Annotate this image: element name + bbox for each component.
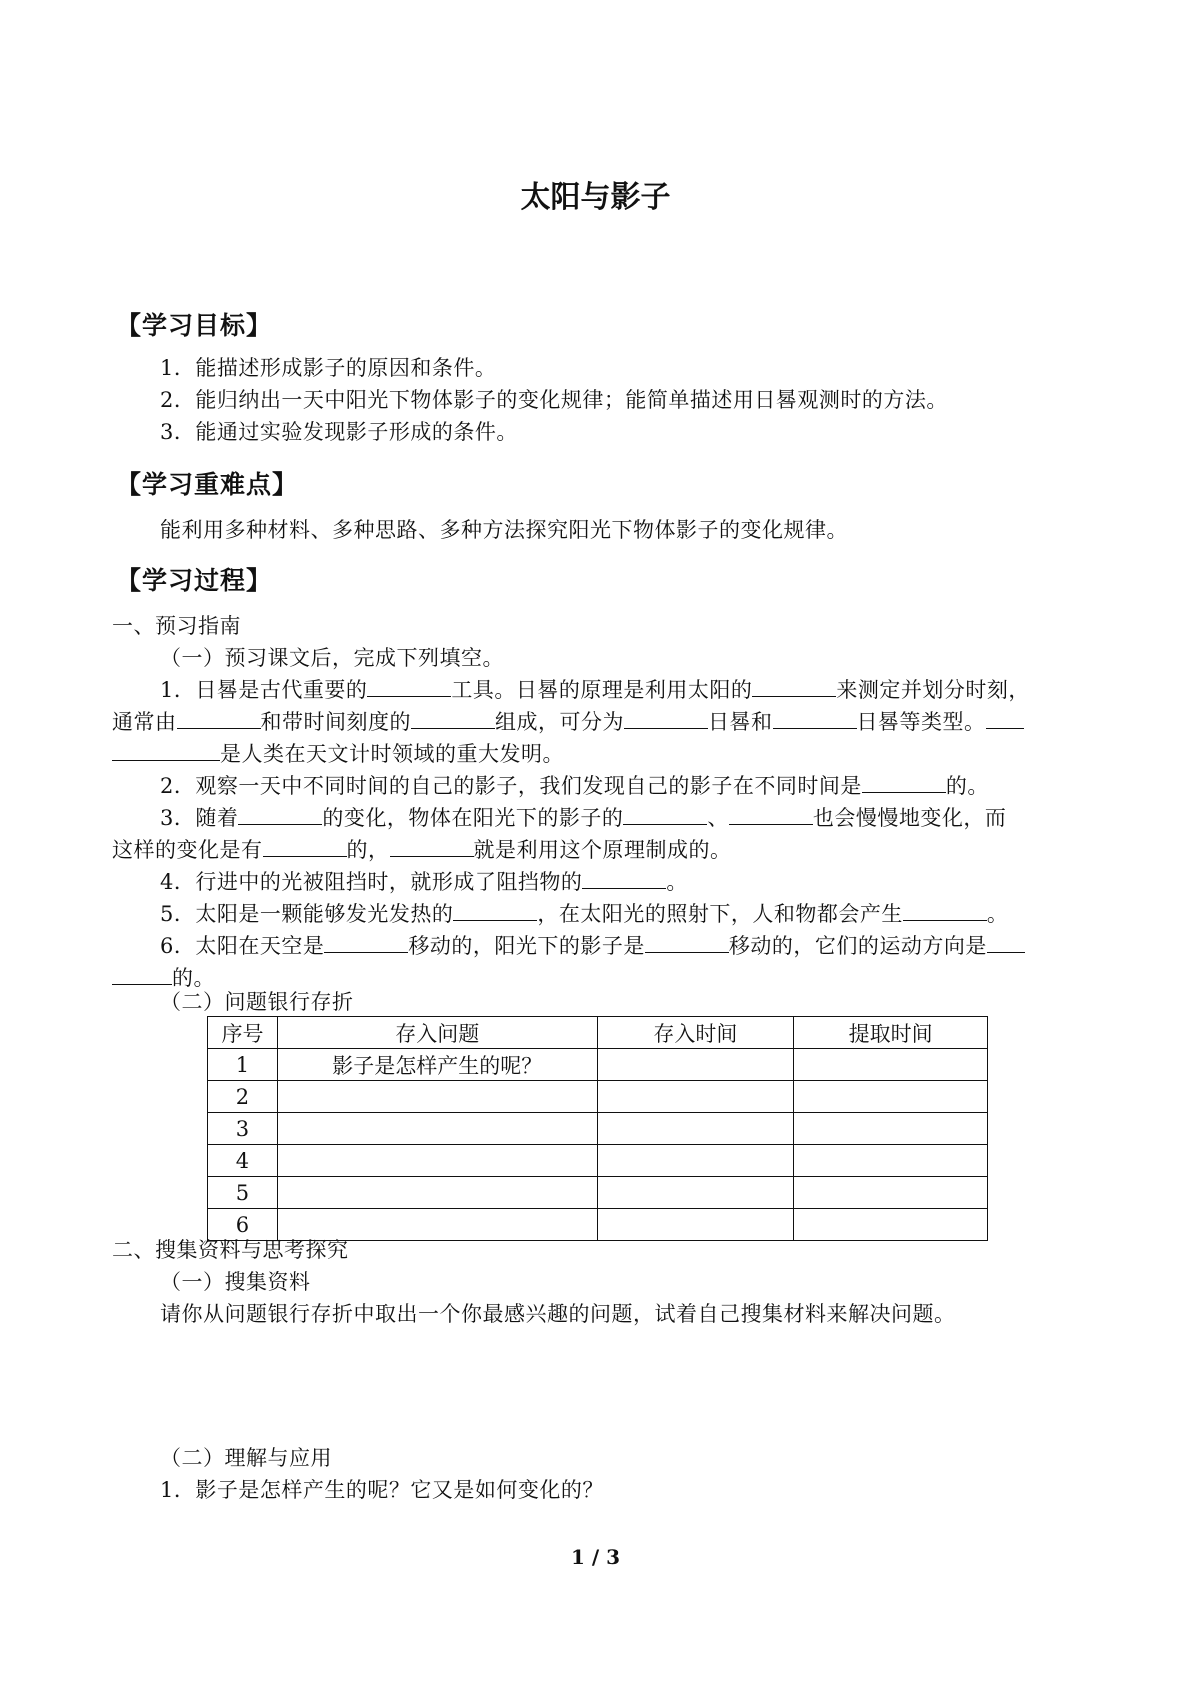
question-4: 4．行进中的光被阻挡时，就形成了阻挡物的 。	[160, 866, 688, 898]
question-3-line-2: 这样的变化是有 的， 就是利用这个原理制成的。	[112, 834, 732, 866]
goal-item: 3．能通过实验发现影子形成的条件。	[160, 420, 518, 444]
keypoints-text: 能利用多种材料、多种思路、多种方法探究阳光下物体影子的变化规律。	[160, 518, 848, 542]
page-number: 1 / 3	[570, 1545, 621, 1569]
keypoints-heading: 【学习重难点】	[116, 470, 299, 499]
withdraw-time-cell[interactable]	[794, 1113, 988, 1145]
question-cell[interactable]: 影子是怎样产生的呢？	[277, 1049, 597, 1081]
preview-sub1: （一）预习课文后，完成下列填空。	[160, 646, 504, 670]
apply-question-1: 1．影子是怎样产生的呢？它又是如何变化的？	[160, 1478, 604, 1502]
fill-blank[interactable]	[773, 706, 857, 729]
fill-blank[interactable]	[624, 706, 708, 729]
deposit-time-cell[interactable]	[597, 1081, 794, 1113]
goal-item: 1．能描述形成影子的原因和条件。	[160, 356, 497, 380]
collect-sub1-text: 请你从问题银行存折中取出一个你最感兴趣的问题，试着自己搜集材料来解决问题。	[160, 1302, 956, 1326]
row-number: 1	[208, 1049, 278, 1081]
row-number: 5	[208, 1177, 278, 1209]
fill-blank[interactable]	[862, 770, 946, 793]
table-row	[208, 1049, 988, 1081]
withdraw-time-cell[interactable]	[794, 1145, 988, 1177]
question-1-line-1: 1．日晷是古代重要的 工具。日晷的原理是利用太阳的 来测定并划分时刻，	[160, 674, 1030, 706]
question-6-line-2: 的。	[112, 962, 215, 994]
fill-blank[interactable]	[986, 706, 1024, 729]
row-number: 3	[208, 1113, 278, 1145]
row-number: 2	[208, 1081, 278, 1113]
process-heading: 【学习过程】	[116, 566, 273, 595]
column-header: 存入时间	[597, 1017, 794, 1049]
collect-sub2: （二）理解与应用	[160, 1446, 332, 1470]
table-row	[208, 1113, 988, 1145]
page-title: 太阳与影子	[520, 180, 671, 215]
question-cell[interactable]	[277, 1081, 597, 1113]
row-number: 6	[208, 1209, 278, 1241]
fill-blank[interactable]	[623, 802, 707, 825]
preview-heading: 一、预习指南	[112, 614, 241, 638]
fill-blank[interactable]	[729, 802, 813, 825]
withdraw-time-cell[interactable]	[794, 1049, 988, 1081]
deposit-time-cell[interactable]	[597, 1145, 794, 1177]
collect-sub1: （一）搜集资料	[160, 1270, 311, 1294]
question-cell[interactable]	[277, 1177, 597, 1209]
preview-sub2: （二）问题银行存折	[160, 990, 354, 1014]
deposit-time-cell[interactable]	[597, 1209, 794, 1241]
question-2: 2．观察一天中不同时间的自己的影子，我们发现自己的影子在不同时间是 的。	[160, 770, 989, 802]
deposit-time-cell[interactable]	[597, 1177, 794, 1209]
question-1-line-3: 是人类在天文计时领域的重大发明。	[112, 738, 564, 770]
question-1-line-2: 通常由 和带时间刻度的 组成，可分为 日晷和 日晷等类型。	[112, 706, 1024, 738]
table-header-row	[208, 1017, 988, 1049]
fill-blank[interactable]	[112, 962, 172, 985]
fill-blank[interactable]	[112, 738, 220, 761]
question-5: 5．太阳是一颗能够发光发热的 ，在太阳光的照射下，人和物都会产生 。	[160, 898, 1008, 930]
column-header: 存入问题	[277, 1017, 597, 1049]
question-cell[interactable]	[277, 1113, 597, 1145]
fill-blank[interactable]	[752, 674, 836, 697]
fill-blank[interactable]	[367, 674, 451, 697]
collect-heading: 二、搜集资料与思考探究	[112, 1238, 349, 1262]
question-3-line-1: 3．随着 的变化，物体在阳光下的影子的 、 也会慢慢地变化，而	[160, 802, 1006, 834]
withdraw-time-cell[interactable]	[794, 1081, 988, 1113]
column-header: 提取时间	[794, 1017, 988, 1049]
fill-blank[interactable]	[263, 834, 347, 857]
deposit-time-cell[interactable]	[597, 1049, 794, 1081]
table-row	[208, 1177, 988, 1209]
fill-blank[interactable]	[390, 834, 474, 857]
fill-blank[interactable]	[987, 930, 1025, 953]
fill-blank[interactable]	[411, 706, 495, 729]
fill-blank[interactable]	[324, 930, 408, 953]
fill-blank[interactable]	[582, 866, 666, 889]
column-header: 序号	[208, 1017, 278, 1049]
question-bank-table	[207, 1016, 988, 1241]
question-6-line-1: 6．太阳在天空是 移动的，阳光下的影子是 移动的，它们的运动方向是	[160, 930, 1025, 962]
question-cell[interactable]	[277, 1145, 597, 1177]
fill-blank[interactable]	[903, 898, 987, 921]
row-number: 4	[208, 1145, 278, 1177]
goals-heading: 【学习目标】	[116, 311, 273, 340]
fill-blank[interactable]	[453, 898, 537, 921]
table-row	[208, 1081, 988, 1113]
withdraw-time-cell[interactable]	[794, 1209, 988, 1241]
goal-item: 2．能归纳出一天中阳光下物体影子的变化规律；能简单描述用日晷观测时的方法。	[160, 388, 948, 412]
withdraw-time-cell[interactable]	[794, 1177, 988, 1209]
fill-blank[interactable]	[177, 706, 261, 729]
fill-blank[interactable]	[238, 802, 322, 825]
fill-blank[interactable]	[645, 930, 729, 953]
table-row	[208, 1145, 988, 1177]
deposit-time-cell[interactable]	[597, 1113, 794, 1145]
